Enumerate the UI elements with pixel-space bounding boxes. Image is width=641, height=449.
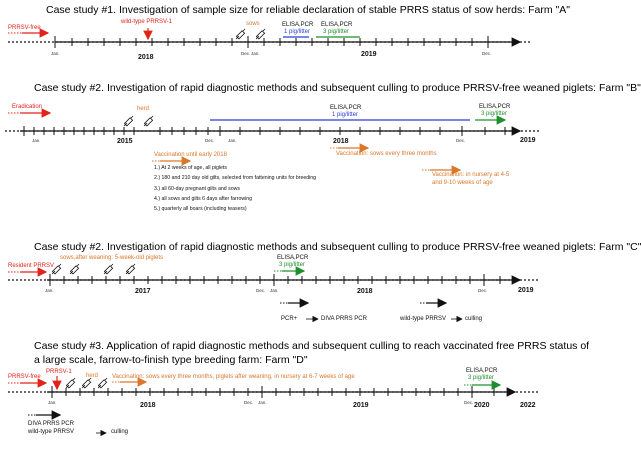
case-b-year-2018: 2018 bbox=[333, 138, 349, 145]
case-b-test2-rate: 3 pig/litter bbox=[481, 111, 508, 117]
case-a-test2-rate: 3 pig/litter bbox=[323, 29, 350, 35]
case-d-title-line1: Case study #3. Application of rapid diagnostic methods and subsequent culling to reach vaccinated free PRRS status of bbox=[34, 340, 590, 352]
case-c-dec-label: Dec. bbox=[478, 288, 488, 293]
case-d-event-label: PRRSV-1 bbox=[46, 369, 72, 375]
case-a-jan-label: Jan. bbox=[51, 51, 60, 56]
case-a-year-2018: 2018 bbox=[138, 54, 154, 61]
case-d-legend-c: culling bbox=[111, 429, 129, 435]
case-b-vacc2-label: Vaccination: sows every three months bbox=[336, 151, 437, 157]
case-c-test-header: ELISA,PCR bbox=[277, 255, 309, 261]
case-d-vacc-label: Vaccination: sows every three months, piglets after weaning, in nursery at 6-7 weeks of age bbox=[112, 374, 355, 380]
case-b-title: Case study #2. Investigation of rapid diagnostic methods and subsequent culling to produce PRRSV-free weaned piglets: Farm "B" bbox=[34, 82, 641, 94]
case-b-syringe-icon bbox=[124, 116, 133, 126]
case-b-vacc3-label-line1: Vaccination: in nursery at 4-5 bbox=[432, 172, 510, 178]
case-c-legend1-left: PCR+ bbox=[281, 316, 298, 322]
case-c-year-2019: 2019 bbox=[518, 287, 534, 294]
case-a-status-label: PRRSV-free bbox=[8, 25, 41, 31]
case-c-year-2018: 2018 bbox=[357, 288, 373, 295]
case-d-year-2022: 2022 bbox=[520, 402, 536, 409]
case-d-status-label: PRRSV-free bbox=[8, 374, 41, 380]
case-b-test2-header: ELISA,PCR bbox=[479, 104, 511, 110]
case-b-year-2019: 2019 bbox=[520, 137, 536, 144]
case-a-dec-label: Dec. bbox=[241, 51, 251, 56]
case-c-dec-label: Dec. bbox=[256, 288, 266, 293]
case-b-year-2015: 2015 bbox=[117, 138, 133, 145]
case-a-test1-header: ELISA,PCR bbox=[282, 22, 314, 28]
case-d-dec-label: Dec. bbox=[244, 400, 254, 405]
case-c-test-rate: 3 pig/litter bbox=[279, 262, 306, 268]
case-b-dec-label: Dec. bbox=[205, 138, 215, 143]
case-a-title: Case study #1. Investigation of sample size for reliable declaration of stable PRRS status of sow herds: Farm "A" bbox=[46, 4, 570, 16]
case-d-syringe-icon bbox=[66, 378, 75, 388]
case-b-test1-header: ELISA,PCR bbox=[330, 105, 362, 111]
case-c-jan-label: Jan. bbox=[45, 288, 54, 293]
case-b-list-item: 3.) all 60-day pregnant gilts and sows bbox=[154, 186, 240, 192]
case-a-year-2019: 2019 bbox=[361, 51, 377, 58]
case-c-jan-label: Jan. bbox=[270, 288, 279, 293]
case-b-list-item: 4.) all sows and gilts 6 days after farrowing bbox=[154, 196, 253, 202]
case-d-timeline bbox=[8, 376, 540, 433]
case-c-legend2-left: wild-type PRRSV bbox=[400, 316, 447, 322]
case-a-timeline bbox=[8, 28, 532, 48]
case-c-legend1-right: DIVA PRRS PCR bbox=[321, 316, 367, 322]
case-b-list-item: 5.) quarterly all boars (including teasers) bbox=[154, 206, 247, 212]
case-d-year-2020: 2020 bbox=[474, 402, 490, 409]
case-c-legend2-right: culling bbox=[465, 316, 483, 322]
case-c-sows-label: sows,after weaning: 5-week-old piglets bbox=[60, 255, 164, 261]
case-a-jan-label: Jan. bbox=[251, 51, 260, 56]
case-d-legend-a: DIVA PRRS PCR bbox=[28, 421, 74, 427]
case-a-syringe-icon bbox=[256, 29, 265, 39]
case-d-legend-b: wild-type PRRSV bbox=[28, 429, 75, 435]
case-b-dec-label: Dec. bbox=[456, 138, 466, 143]
case-b-vacc1-label: Vaccination until early 2018 bbox=[154, 152, 227, 158]
case-c-syringe-icon bbox=[126, 264, 135, 274]
case-c-year-2017: 2017 bbox=[135, 288, 151, 295]
case-d-dec-label: Dec. bbox=[464, 400, 474, 405]
case-d-jan-label: Jan. bbox=[258, 400, 267, 405]
case-d-year-2018: 2018 bbox=[140, 402, 156, 409]
case-b-eradication-label: Eradication bbox=[12, 104, 43, 110]
case-d-title-line2: a large scale, farrow-to-finish type breeding farm: Farm "D" bbox=[34, 354, 308, 366]
case-b-test1-rate: 1 pig/litter bbox=[332, 112, 359, 118]
case-b-herd-label: herd bbox=[137, 106, 150, 112]
case-d-test-header: ELISA,PCR bbox=[466, 368, 498, 374]
case-a-event-label: wild-type PRRSV-1 bbox=[121, 19, 173, 25]
case-b-jan-label: Jan. bbox=[228, 138, 237, 143]
case-b-jan-label: Jan. bbox=[32, 138, 41, 143]
case-a-dec-label: Dec. bbox=[482, 51, 492, 56]
case-a-sows-label: sows bbox=[246, 21, 260, 27]
case-a-test1-rate: 1 pig/litter bbox=[284, 29, 311, 35]
case-d-syringe-icon bbox=[98, 378, 107, 388]
case-c-syringe-icon bbox=[104, 264, 113, 274]
case-b-list-item: 1.) At 2 weeks of age, all piglets bbox=[154, 165, 227, 171]
case-b-vacc3-label-line2: and 9-10 weeks of age bbox=[432, 180, 493, 186]
case-c-status-label: Resident PRRSV bbox=[8, 263, 55, 269]
case-d-test-rate: 3 pig/litter bbox=[468, 375, 495, 381]
case-d-year-2019: 2019 bbox=[353, 402, 369, 409]
case-c-title: Case study #2. Investigation of rapid diagnostic methods and subsequent culling to produce PRRSV-free weaned piglets: Farm "C" bbox=[34, 241, 641, 253]
case-b-list-item: 2.) 180 and 210 day old gilts, selected from fattening units for breeding bbox=[154, 175, 317, 181]
case-a-test2-header: ELISA,PCR bbox=[321, 22, 353, 28]
case-d-herd-label: herd bbox=[86, 373, 99, 379]
case-d-jan-label: Jan. bbox=[48, 400, 57, 405]
case-c-syringe-icon bbox=[70, 264, 79, 274]
case-b-syringe-icon bbox=[144, 116, 153, 126]
case-a-syringe-icon bbox=[236, 29, 245, 39]
